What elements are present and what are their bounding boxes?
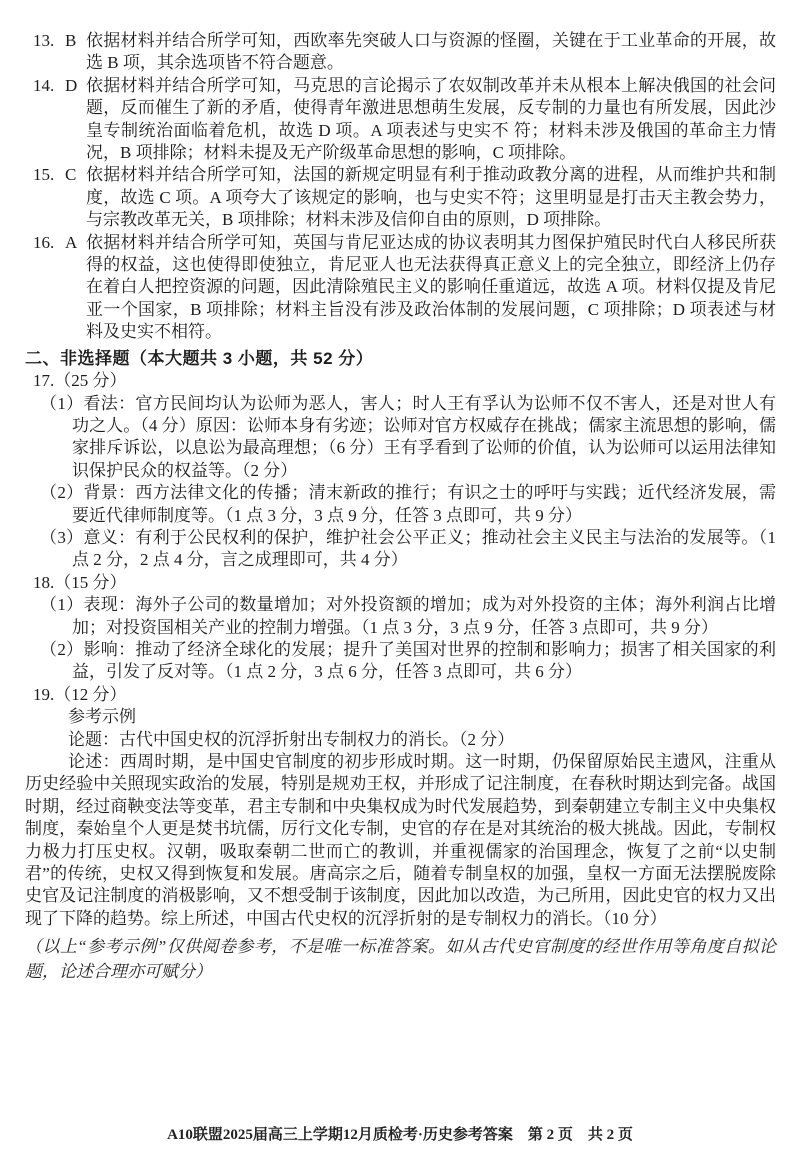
answer-letter: D [65, 75, 78, 95]
essay-thesis: 论题：古代中国史权的沉浮折射出专制权力的消长。（2 分） [68, 729, 515, 749]
question-number: 15. [33, 165, 55, 185]
answer-part-17-3: （3）意义：有利于公民权利的保护，维护社会公平正义；推动社会主义民主与法治的发展等。（1 点 2 分，2 点 4 分，言之成理即可，共 4 分） [40, 527, 776, 570]
grading-note: （以上“参考示例”仅供阅卷参考，不是唯一标准答案。如从古代史官制度的经世作用等角度自拟论题，论述合理亦可赋分） [25, 937, 776, 982]
answer-part-18-1: （1）表现：海外子公司的数量增加；对外投资额的增加；成为对外投资的主体；海外利润占比增加；对投资国相关产业的控制力增强。（1 点 3 分，3 点 9 分，任答 3 点即可，共 9 分） [40, 595, 776, 637]
mcq-item-16 [25, 232, 776, 344]
essay-body: 论述：西周时期，是中国史官制度的初步形成时期。这一时期，仍保留原始民主遗风，注重从历史经验中关照现实政治的发展，特别是规劝王权，并形成了记注制度，在春秋时期达到完备。战国时期，经过商鞅变法等变革，君主专制和中央集权成为时代发展趋势，到秦朝建立专制主义中央集权制度，秦始皇个人更是焚书坑儒，厉行文化专制，史官的存在是对其统治的极大挑战。因此，专制权力极力打压史权。汉朝，吸取秦朝二世而亡的教训，并重视儒家的治国理念，恢复了之前“以史制君”的传统，史权又得到恢复和发展。唐高宗之后，随着专制皇权的加强，皇权一方面无法摆脱废除史官及记注制度的消极影响，又不想受制于该制度，因此加以改造，为己所用，因此史官的权力又出现了下降的趋势。综上所述，中国古代史权的沉浮折射的是专制权力的消长。（10 分） [25, 752, 776, 928]
question-19-number: 19.（12 分） [33, 684, 127, 704]
section-heading: 二、非选择题（本大题共 3 小题，共 52 分） [25, 348, 374, 368]
reference-example-label: 参考示例 [68, 707, 136, 727]
mcq-item-15 [25, 164, 776, 231]
question-17-number: 17.（25 分） [33, 371, 127, 391]
answer-explanation: 依据材料并结合所学可知，西欧率先突破人口与资源的怪圈，关键在于工业革命的开展，故选 B 项，其余选项皆不符合题意。 [86, 31, 776, 73]
mcq-item-14 [25, 75, 776, 165]
question-number: 14. [33, 75, 55, 95]
answer-part-17-2: （2）背景：西方法律文化的传播；清末新政的推行；有识之士的呼吁与实践；近代经济发展，需要近代律师制度等。（1 点 3 分，3 点 9 分，任答 3 点即可，共 9 分） [40, 483, 776, 525]
question-number: 13. [33, 31, 55, 50]
answer-explanation: 依据材料并结合所学可知，英国与肯尼亚达成的协议表明其力图保护殖民时代白人移民所获得的权益，这也使得即使独立，肯尼亚人也无法获得真正意义上的完全独立，即经济上仍存在着白人把控资源的问题，因此清除殖民主义的影响任重道远，故选 A 项。材料仅提及肯尼亚一个国家，B 项排除；材料主旨没有涉及政治体制的发展问题，C 项排除；D 项表述与材料及史实不相符。 [86, 232, 776, 342]
question-18-number: 18.（15 分） [33, 572, 127, 592]
mcq-item-13 [25, 30, 776, 75]
answer-letter: B [65, 31, 77, 50]
question-number: 16. [33, 232, 55, 252]
answer-explanation: 依据材料并结合所学可知，法国的新规定明显有利于推动政教分离的进程，从而维护共和制度，故选 C 项。A 项夸大了该规定的影响，也与史实不符；这里明显是打击天主教会势力，与宗教改革无关，B 项排除；材料未涉及信仰自由的原则，D 项排除。 [86, 165, 776, 230]
answer-part-17-1: （1）看法：官方民间均认为讼师为恶人，害人；时人王有孚认为讼师不仅不害人，还是对世人有功之人。（4 分）原因：讼师本身有劣迹；讼师对官方权威存在挑战；儒家主流思想的影响，儒家排斥诉讼，以息讼为最高理想；（6 分）王有孚看到了讼师的价值，认为讼师可以运用法律知识保护民众的权益等。（2 分） [40, 393, 776, 480]
answer-part-18-2: （2）影响：推动了经济全球化的发展；提升了美国对世界的控制和影响力；损害了相关国家的利益，引发了反对等。（1 点 2 分，3 点 6 分，任答 3 点即可，共 6 分） [40, 639, 776, 682]
answer-letter: C [65, 165, 77, 185]
answer-letter: A [65, 232, 78, 252]
answer-explanation: 依据材料并结合所学可知，马克思的言论揭示了农奴制改革并未从根本上解决俄国的社会问题，反而催生了新的矛盾，使得青年激进思想萌生发展，反专制的力量也有所发展，因此沙皇专制统治面临着危机，故选 D 项。A 项表述与史实不 符；材料未涉及俄国的革命主力情况，B 项排除；材料未提及无产阶级革命思想的影响，C 项排除。 [86, 75, 776, 163]
page-footer: A10联盟2025届高三上学期12月质检考·历史参考答案 第 2 页 共 2 页 [167, 1126, 633, 1143]
